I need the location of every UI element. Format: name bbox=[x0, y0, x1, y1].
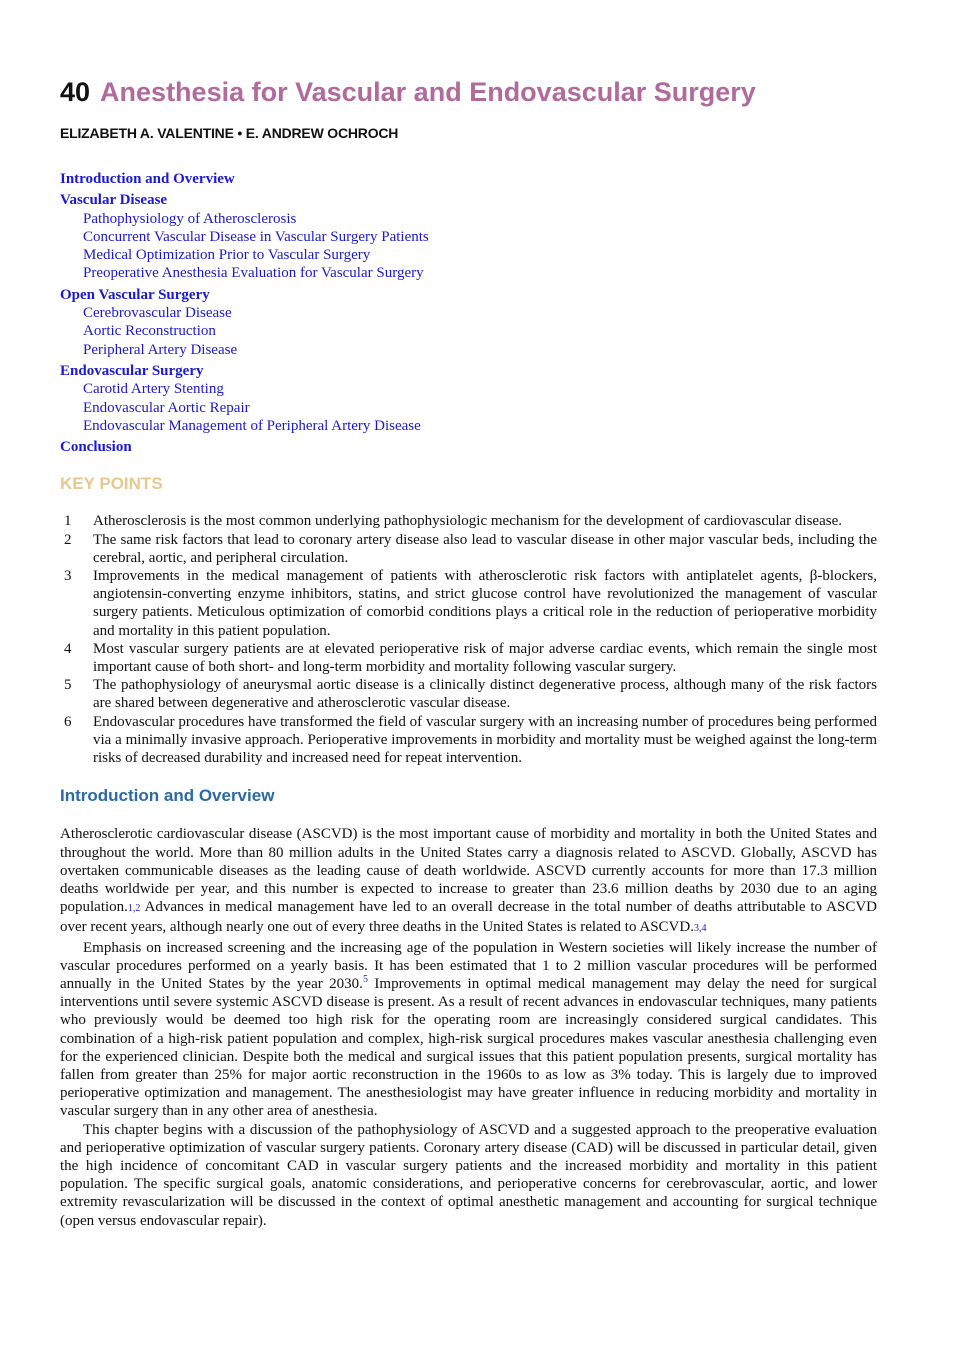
toc-link-medical-optimization[interactable]: Medical Optimization Prior to Vascular Surgery bbox=[83, 247, 371, 264]
key-point-item bbox=[60, 713, 877, 768]
key-points-list bbox=[60, 512, 877, 767]
chapter-number: 40 bbox=[60, 77, 91, 107]
paragraph bbox=[60, 825, 877, 938]
toc-link-carotid-stenting[interactable]: Carotid Artery Stenting bbox=[83, 381, 224, 398]
key-point-number: 5 bbox=[64, 677, 72, 694]
paragraph: This chapter begins with a discussion of the pathophysiology of ASCVD and a suggested approach to the preoperative evaluation and perioperative optimization of vascular surgery patients. Coronary artery disease (CAD) will be discussed in particular detail, given the high incidence of concomitant CAD in vascular surgery patients and the increased morbidity and mortality in this patient population. The specific surgical goals, anatomic considerations, and perioperative concerns for cerebrovascular, aortic, and lower extremity revascularization will be discussed in the context of optimal anesthetic management and accounting for surgical technique (open versus endovascular repair). bbox=[60, 1121, 877, 1229]
toc-link-endovascular-surgery[interactable]: Endovascular Surgery bbox=[60, 362, 204, 379]
key-point-number: 2 bbox=[64, 531, 72, 548]
page bbox=[60, 74, 877, 1230]
key-point-item bbox=[60, 640, 877, 676]
key-point-item bbox=[60, 512, 877, 530]
toc-link-endovascular-aortic-repair[interactable]: Endovascular Aortic Repair bbox=[83, 399, 250, 416]
paragraph-text: Improvements in optimal medical management may delay the need for surgical interventions until severe systemic ASCVD disease is present. As a result of recent advances in endovascular techniques, many patients who previously would be deemed too high risk for the operating room are increasingly considered surgical candidates. This combination of a high-risk patient population and complex, high-risk surgical procedures makes vascular anesthesia challenging even for the experienced clinician. Despite both the medical and surgical issues that this patient population presents, surgical mortality has fallen from greater than 25% for major aortic reconstruction in the 1960s to as low as 3% today. This is largely due to improved perioperative optimization and management. The anesthesiologist may have greater influence in reducing morbidity and mortality in vascular surgery than in any other area of anesthesia. bbox=[60, 975, 877, 1120]
chapter-title bbox=[60, 74, 877, 110]
paragraph-text: Emphasis on increased screening and the increasing age of the population in Western societies will likely increase the number of vascular procedures performed on a yearly basis. It has been estimated that 1 to 2 million vascular procedures will be performed annually in the United States by the year 2030. bbox=[60, 939, 877, 992]
key-point-text: The pathophysiology of aneurysmal aortic disease is a clinically distinct degenerative process, although many of the risk factors are shared between degenerative and atherosclerotic vascular disease. bbox=[93, 677, 877, 712]
paragraph-text: Advances in medical management have led to an overall decrease in the total number of deaths attributable to ASCVD over recent years, although nearly one out of every three deaths in the United States is related to ASCVD. bbox=[60, 899, 877, 936]
key-point-number: 6 bbox=[64, 713, 72, 730]
key-point-number: 3 bbox=[64, 568, 72, 585]
key-points-heading: KEY POINTS bbox=[60, 474, 163, 494]
citation-link[interactable]: 1,2 bbox=[127, 903, 141, 915]
key-point-text: Endovascular procedures have transformed the field of vascular surgery with an increasing number of procedures being performed via a minimally invasive approach. Perioperative improvements in morbidity and mortality must be weighed against the long-term risks of decreased durability and increased need for repeat intervention. bbox=[93, 713, 877, 767]
toc-link-pathophysiology[interactable]: Pathophysiology of Atherosclerosis bbox=[83, 210, 297, 227]
citation-link[interactable]: 3,4 bbox=[693, 923, 707, 935]
key-point-item bbox=[60, 567, 877, 640]
chapter-authors: ELIZABETH A. VALENTINE • E. ANDREW OCHROCH bbox=[60, 125, 399, 141]
key-point-item bbox=[60, 531, 877, 567]
key-point-text: Atherosclerosis is the most common underlying pathophysiologic mechanism for the development of cardiovascular disease. bbox=[93, 513, 842, 530]
key-point-text: Most vascular surgery patients are at elevated perioperative risk of major adverse cardiac events, which remain the single most important cause of both short- and long-term morbidity and mortality following vascular surgery. bbox=[93, 640, 877, 676]
paragraph-text: Atherosclerotic cardiovascular disease (ASCVD) is the most important cause of morbidity and mortality in both the United States and throughout the world. More than 80 million adults in the United States carry a diagnosis related to ASCVD. Globally, ASCVD has overtaken communicable diseases as the leading cause of death worldwide. ASCVD currently accounts for more than 17.3 million deaths worldwide per year, and this number is expected to increase to greater than 23.6 million deaths by 2030 due to an aging population. bbox=[60, 826, 877, 916]
citation-link[interactable]: 5 bbox=[362, 973, 368, 985]
paragraph bbox=[60, 939, 877, 1121]
toc-link-open-vascular-surgery[interactable]: Open Vascular Surgery bbox=[60, 286, 210, 303]
key-point-text: The same risk factors that lead to coronary artery disease also lead to vascular disease in other major vascular beds, including the cerebral, aortic, and peripheral circulation. bbox=[93, 531, 877, 566]
toc-link-introduction[interactable]: Introduction and Overview bbox=[60, 171, 235, 187]
toc-link-vascular-disease[interactable]: Vascular Disease bbox=[60, 192, 168, 209]
key-point-number: 1 bbox=[64, 513, 72, 530]
key-point-item bbox=[60, 676, 877, 712]
toc-link-concurrent-disease[interactable]: Concurrent Vascular Disease in Vascular Surgery Patients bbox=[83, 228, 429, 245]
toc-link-conclusion[interactable]: Conclusion bbox=[60, 439, 132, 456]
toc-link-aortic-reconstruction[interactable]: Aortic Reconstruction bbox=[83, 323, 216, 340]
key-point-number: 4 bbox=[64, 640, 72, 657]
toc-link-preoperative-evaluation[interactable]: Preoperative Anesthesia Evaluation for Vascular Surgery bbox=[83, 265, 424, 282]
toc-link-peripheral-artery[interactable]: Peripheral Artery Disease bbox=[83, 341, 238, 358]
key-point-text: Improvements in the medical management of patients with atherosclerotic risk factors with antiplatelet agents, β-blockers, angiotensin-converting enzyme inhibitors, statins, and strict glucose control have revolutionized the management of vascular surgery patients. Meticulous optimization of comorbid conditions plays a critical role in the reduction of perioperative morbidity and mortality in this patient population. bbox=[93, 568, 877, 639]
toc-link-endovascular-pad[interactable]: Endovascular Management of Peripheral Artery Disease bbox=[83, 417, 421, 434]
section-body bbox=[60, 825, 877, 1229]
chapter-title-text: Anesthesia for Vascular and Endovascular Surgery bbox=[100, 77, 756, 107]
toc-link-cerebrovascular[interactable]: Cerebrovascular Disease bbox=[83, 305, 232, 322]
table-of-contents bbox=[60, 170, 877, 456]
section-heading-introduction: Introduction and Overview bbox=[60, 786, 275, 806]
